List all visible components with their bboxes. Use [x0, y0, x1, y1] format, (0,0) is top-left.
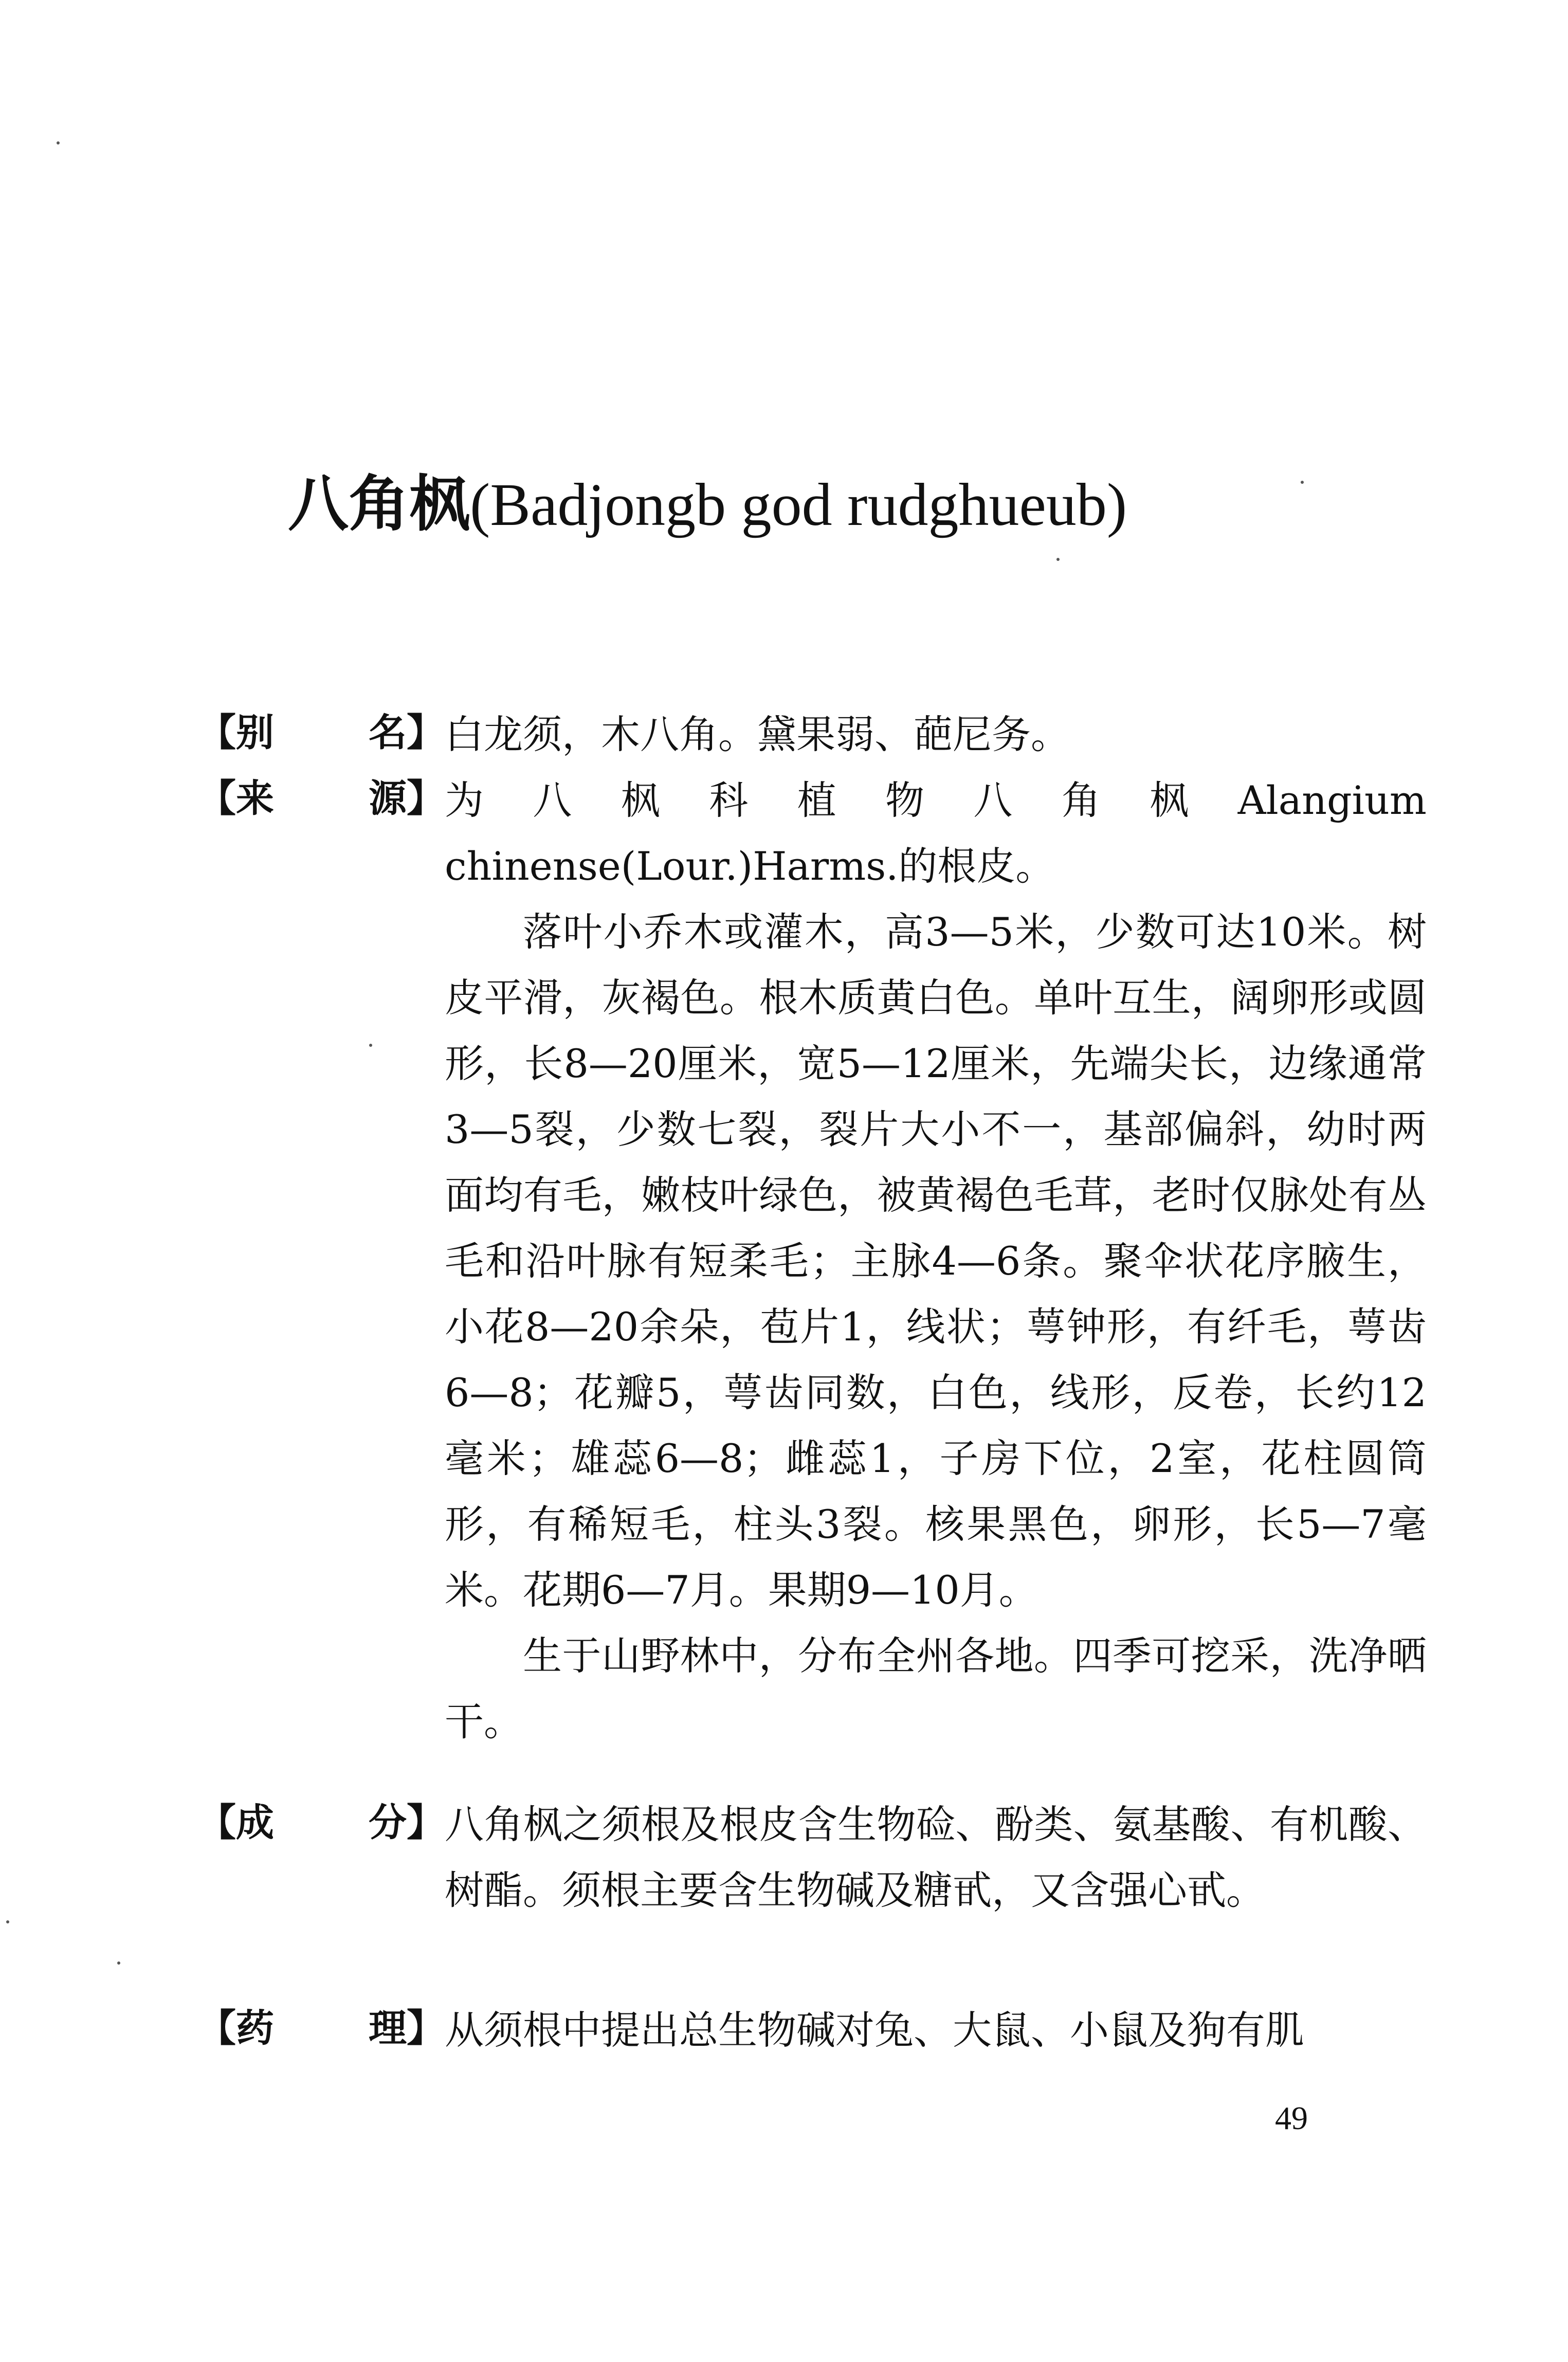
scan-speck [6, 1920, 9, 1923]
paragraph: 八角枫之须根及根皮含生物硷、酚类、氨基酸、有机酸、树酯。须根主要含生物碱及糖甙，又含强心甙。 [445, 1802, 1427, 1913]
paragraph-habitat: 生于山野林中，分布全州各地。四季可挖采，洗净晒干。 [445, 1633, 1427, 1745]
label-right: 理】 [369, 2006, 445, 2050]
title-chinese: 八角枫 [288, 468, 470, 539]
label-right: 名】 [369, 711, 445, 755]
scan-speck [1301, 481, 1304, 484]
title-latin: (Badjongb god rudghueub) [470, 471, 1127, 538]
label-left: 【成 [198, 1801, 274, 1845]
paragraph-description: 落叶小乔木或灌木，高3—5米，少数可达10米。树皮平滑，灰褐色。根木质黄白色。单叶互生，阔卵形或圆形，长8—20厘米，宽5—12厘米，先端尖长，边缘通常3—5裂，少数七裂，裂片大小不一，基部偏斜，幼时两面均有毛，嫩枝叶绿色，被黄褐色毛茸，老时仅脉处有丛毛和沿叶脉有短柔毛；主脉4—6条。聚伞状花序腋生，小花8—20余朵，苞片1，线状；萼钟形，有纤毛，萼齿6—8；花瓣5，萼齿同数，白色，线形，反卷，长约12毫米；雄蕊6—8；雌蕊1，子房下位，2室，花柱圆筒形，有稀短毛，柱头3裂。核果黑色，卵形，长5—7毫米。花期6—7月。果期9—10月。 [445, 909, 1427, 1613]
page-title [288, 463, 1127, 546]
entry-body [445, 1997, 1427, 2063]
page-number: 49 [1275, 2100, 1308, 2136]
scan-speck [1056, 558, 1060, 561]
scan-speck [57, 141, 60, 144]
entry-body [445, 702, 1427, 768]
label-left: 【来 [198, 776, 274, 821]
label-left: 【药 [198, 2006, 274, 2050]
label-right: 源】 [369, 776, 445, 821]
entry-body [445, 1792, 1427, 1923]
scan-speck [117, 1961, 120, 1965]
paragraph: 白龙须，木八角。黛果弱、葩尼务。 [445, 712, 1070, 757]
entry-body [445, 768, 1427, 1755]
scan-speck [369, 1044, 372, 1047]
label-right: 分】 [369, 1801, 445, 1845]
paragraph: 从须根中提出总生物碱对兔、大鼠、小鼠及狗有肌 [445, 2007, 1304, 2053]
paragraph: 为八枫科植物八角枫Alangium chinense(Lour.)Harms.的根皮。 [445, 777, 1427, 889]
label-left: 【别 [198, 711, 274, 755]
